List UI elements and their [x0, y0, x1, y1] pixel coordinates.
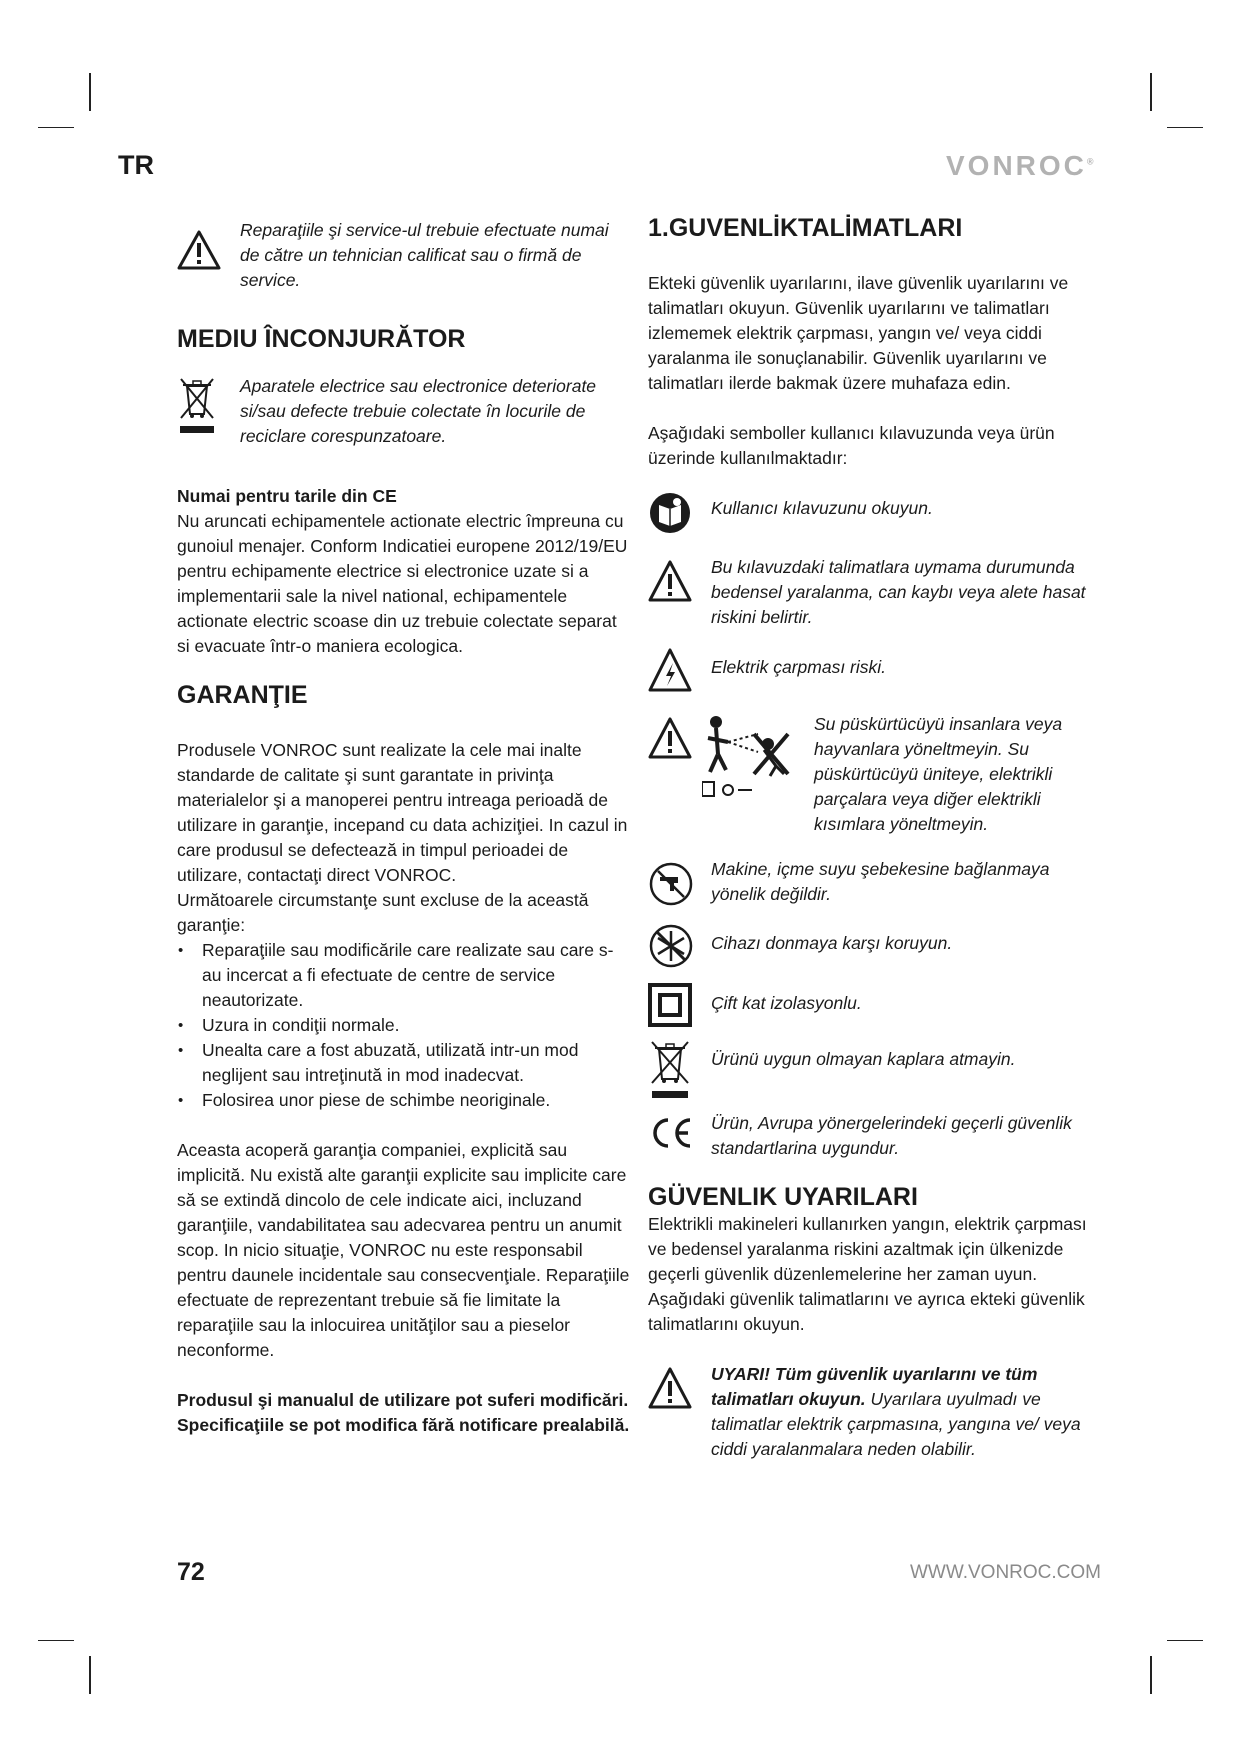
brand-logo: VONROC® — [946, 150, 1094, 181]
warning-triangle-icon — [648, 717, 696, 759]
environment-heading: MEDIU ÎNCONJURĂTOR — [177, 325, 466, 353]
right-column — [648, 210, 1106, 1462]
read-manual-icon — [648, 491, 696, 535]
general-warning-bold: UYARI! Tüm güvenlik uyarılarını ve tüm talimatları okuyun. — [711, 1364, 1038, 1409]
frost-protection-icon — [648, 923, 696, 969]
symbol-spray-text: Su püskürtücüyü insanlara veya hayvanlara yöneltmeyin. Su püskürtücüyü üniteye, elektrikli parçalara veya diğer elektrikli kısımlara yöneltmeyin. — [814, 714, 1063, 834]
list-item: • Reparaţiile sau modificările care realizate sau care s-au incercat a fi efectuate de centre de service neautorizate. — [177, 938, 632, 1013]
general-warning-body: Uyarılara uyulmadı ve talimatlar elektrik çarpmasına, yangına ve/ veya ciddi yaralanmalara neden olabilir. — [711, 1389, 1081, 1459]
logo-text: VONROC — [946, 150, 1087, 181]
symbol-ce-text: Ürün, Avrupa yönergelerindeki geçerli güvenlik standartlarina uygundur. — [711, 1113, 1072, 1158]
safety-warnings-text: Elektrikli makineleri kullanırken yangın, elektrik çarpması ve bedensel yaralanma riskini azaltmak için ülkenizde geçerli güvenlik düzenlemelerine her zaman uyun. Aşağıdaki güvenlik talimatlarını ve ayrıca ekteki güvenlik talimatlarını okuyun. — [648, 1214, 1087, 1334]
warranty-coverage: Aceasta acoperă garanţia companiei, explicită sau implicită. Nu există alte garanţii explicite sau implicite care să se extindă dincolo de cele indicate aici, incluzand garanţiile, vandabilitatea sau adecvarea pentru un anumit scop. In nicio situaţie, VONROC nu este responsabil pentru daunele incidentale sau consecvenţiale. Reparaţiile efectuate de reprezentant trebuie să fie limitate la reparaţiile sau la inlocuirea unităţilor sau a pieselor neconforme. — [177, 1140, 630, 1360]
general-warning — [648, 1362, 1106, 1462]
list-item: • Folosirea unor piese de schimbe neoriginale. — [177, 1088, 632, 1113]
list-item: • Unealta care a fost abuzată, utilizată intr-un mod neglijent sau intreţinută in mod inadecvat. — [177, 1038, 632, 1088]
crop-mark-bl-h — [38, 1640, 74, 1641]
list-item: • Uzura in condiţii normale. — [177, 1013, 632, 1038]
service-warning — [177, 218, 632, 293]
symbol-frost — [648, 923, 1106, 969]
symbol-insulation-text: Çift kat izolasyonlu. — [711, 993, 862, 1013]
warning-triangle-icon — [177, 230, 225, 270]
symbol-manual — [648, 491, 1106, 535]
double-insulation-icon — [648, 983, 696, 1027]
symbol-shock — [648, 648, 1106, 692]
symbol-spray — [648, 712, 1106, 837]
recycle-text: Aparatele electrice sau electronice deteriorate si/sau defecte trebuie colectate în locurile de reciclare corespunzatoare. — [240, 376, 597, 446]
crop-mark-br-h — [1167, 1640, 1203, 1641]
crossed-bin-icon — [177, 376, 225, 436]
no-drinking-water-icon — [648, 861, 696, 907]
ce-countries-heading: Numai pentru tarile din CE — [177, 486, 397, 506]
website-url: WWW.VONROC.COM — [909, 1562, 1101, 1583]
safety-instructions-heading: 1.GUVENLİKTALİMATLARI — [648, 214, 963, 242]
warranty-exclusions-intro: Următoarele circumstanţe sunt excluse de la această garanţie: — [177, 890, 589, 935]
service-warning-text: Reparaţiile şi service-ul trebuie efectuate numai de către un tehnician calificat sau o firmă de service. — [240, 220, 609, 290]
safety-intro: Ekteki güvenlik uyarılarını, ilave güvenlik uyarılarını ve talimatları okuyun. Güvenlik uyarılarını ve talimatları izlememek elektrik çarpması, yangın ve/ veya ciddi yaralanma ile sonuçlanabilir. Güvenlik uyarılarını ve talimatları ilerde bakmak üzere muhafaza edin. — [648, 273, 1069, 393]
ce-mark-icon — [648, 1115, 696, 1151]
symbol-warning — [648, 555, 1106, 630]
left-column — [177, 210, 632, 1438]
crossed-bin-icon — [648, 1039, 696, 1101]
warning-triangle-icon — [648, 1367, 696, 1409]
symbols-intro: Aşağıdaki semboller kullanıcı kılavuzunda veya ürün üzerinde kullanılmaktadır: — [648, 423, 1055, 468]
symbol-water — [648, 857, 1106, 907]
crop-mark-tr-h — [1167, 127, 1203, 128]
warranty-exclusions-list — [177, 938, 632, 1113]
symbol-bin-text: Ürünü uygun olmayan kaplara atmayin. — [711, 1049, 1016, 1069]
symbol-insulation — [648, 983, 1106, 1027]
page-number: 72 — [177, 1558, 205, 1586]
symbol-ce — [648, 1111, 1106, 1161]
crop-mark-tl-h — [38, 127, 74, 128]
symbol-water-text: Makine, içme suyu şebekesine bağlanmaya yönelik değildir. — [711, 859, 1050, 904]
electric-shock-icon — [648, 648, 696, 692]
spray-person-icon — [702, 712, 812, 811]
symbol-warning-text: Bu kılavuzdaki talimatlara uymama durumunda bedensel yaralanma, can kaybı veya alete hasat riskini belirtir. — [711, 557, 1086, 627]
symbol-bin — [648, 1039, 1106, 1101]
symbol-manual-text: Kullanıcı kılavuzunu okuyun. — [711, 498, 933, 518]
crop-mark-bl-v — [89, 1656, 91, 1694]
symbol-frost-text: Cihazı donmaya karşı koruyun. — [711, 933, 953, 953]
crop-mark-tr-v — [1150, 73, 1152, 111]
safety-warnings-heading: GÜVENLIK UYARILARI — [648, 1183, 918, 1211]
recycle-row — [177, 374, 632, 449]
crop-mark-br-v — [1150, 1656, 1152, 1694]
general-warning-text — [711, 1362, 1106, 1462]
warranty-heading: GARANŢIE — [177, 681, 308, 709]
symbol-shock-text: Elektrik çarpması riski. — [711, 657, 887, 677]
warranty-intro: Produsele VONROC sunt realizate la cele mai inalte standarde de calitate şi sunt garantate in privinţa materialelor şi a manoperei pentru intreaga perioadă de utilizare in garanţie, incepand cu data achiziţiei. In cazul in care produsul se defectează in timpul perioadei de utilizare, contactaţi direct VONROC. — [177, 740, 628, 885]
ce-disposal-text: Nu aruncati echipamentele actionate electric împreuna cu gunoiul menajer. Conform Indicatiei europene 2012/19/EU pentru echipamente electrice si electronice uzate si a implementarii sale la nivel national, echipamentele actionate electric scoase din uz trebuie colectate separat si evacuate într-o maniera ecologica. — [177, 511, 628, 656]
crop-mark-tl-v — [89, 73, 91, 111]
language-code: TR — [118, 150, 154, 180]
warning-triangle-icon — [648, 560, 696, 602]
modification-notice: Produsul şi manualul de utilizare pot suferi modificări. Specificaţiile se pot modifica fără notificare prealabilă. — [177, 1390, 630, 1435]
